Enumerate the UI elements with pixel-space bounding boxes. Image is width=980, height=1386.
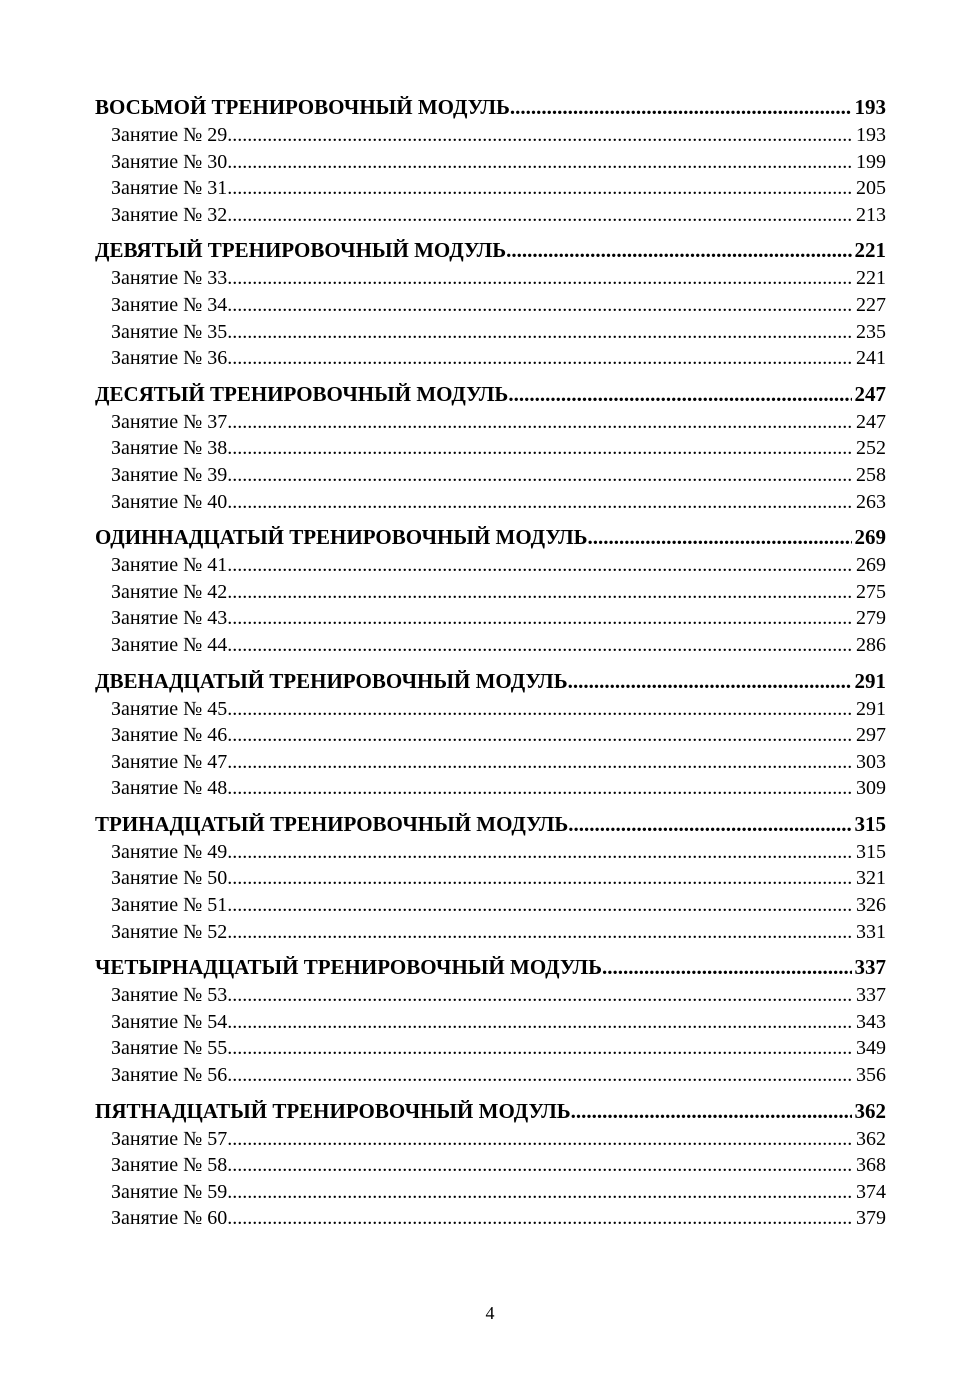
lesson-title: Занятие № 32	[111, 203, 228, 226]
lesson-title: Занятие № 37	[111, 410, 228, 433]
lesson-title: Занятие № 47	[111, 750, 228, 773]
toc-lesson-entry[interactable]	[95, 839, 886, 866]
toc-lesson-entry[interactable]	[95, 122, 886, 149]
toc-module-entry[interactable]	[95, 809, 886, 839]
toc-module	[95, 379, 886, 515]
dot-leader	[568, 666, 852, 696]
toc-module-entry[interactable]	[95, 522, 886, 552]
lesson-page-number: 227	[856, 293, 886, 316]
lesson-page-number: 193	[856, 124, 886, 146]
dot-leader	[508, 379, 851, 409]
dot-leader	[227, 265, 853, 292]
toc-lesson-entry[interactable]	[95, 1126, 886, 1153]
dot-leader	[227, 892, 853, 919]
lesson-page-number: 343	[856, 1010, 886, 1033]
dot-leader	[510, 92, 852, 122]
lesson-page-number: 337	[856, 984, 886, 1007]
toc-lesson-entry[interactable]	[95, 552, 886, 579]
toc-lesson-entry[interactable]	[95, 345, 886, 372]
lesson-page-number: 258	[856, 463, 886, 486]
dot-leader	[506, 235, 851, 265]
module-title: ТРИНАДЦАТЫЙ ТРЕНИРОВОЧНЫЙ МОДУЛЬ	[95, 811, 569, 836]
lesson-title: Занятие № 36	[111, 347, 228, 370]
lesson-page-number: 247	[856, 410, 886, 433]
dot-leader	[227, 552, 853, 579]
lesson-title: Занятие № 35	[111, 320, 228, 343]
lesson-page-number: 379	[856, 1207, 886, 1230]
lesson-title: Занятие № 29	[111, 124, 228, 146]
toc-lesson-entry[interactable]	[95, 632, 886, 659]
lesson-title: Занятие № 34	[111, 293, 228, 316]
lesson-title: Занятие № 52	[111, 920, 228, 943]
lesson-page-number: 315	[856, 840, 886, 863]
dot-leader	[227, 319, 853, 346]
lesson-title: Занятие № 49	[111, 840, 228, 863]
toc-lesson-entry[interactable]	[95, 292, 886, 319]
toc-module	[95, 1096, 886, 1232]
lesson-page-number: 309	[856, 777, 886, 800]
lesson-page-number: 291	[856, 697, 886, 720]
lesson-page-number: 362	[856, 1127, 886, 1150]
toc-lesson-entry[interactable]	[95, 265, 886, 292]
toc-lesson-entry[interactable]	[95, 1009, 886, 1036]
table-of-contents	[95, 92, 886, 1239]
lesson-title: Занятие № 55	[111, 1037, 228, 1060]
toc-lesson-entry[interactable]	[95, 175, 886, 202]
dot-leader	[227, 1152, 853, 1179]
toc-lesson-entry[interactable]	[95, 605, 886, 632]
lesson-page-number: 368	[856, 1154, 886, 1177]
lesson-page-number: 303	[856, 750, 886, 773]
lesson-title: Занятие № 50	[111, 867, 228, 890]
lesson-title: Занятие № 56	[111, 1064, 228, 1087]
toc-module	[95, 809, 886, 945]
lesson-page-number: 326	[856, 894, 886, 917]
dot-leader	[227, 1205, 853, 1232]
toc-lesson-entry[interactable]	[95, 722, 886, 749]
lesson-page-number: 321	[856, 867, 886, 890]
toc-lesson-entry[interactable]	[95, 919, 886, 946]
dot-leader	[227, 462, 853, 489]
toc-lesson-entry[interactable]	[95, 409, 886, 436]
dot-leader	[227, 1126, 853, 1153]
toc-module-entry[interactable]	[95, 92, 886, 122]
toc-module	[95, 235, 886, 371]
dot-leader	[227, 839, 853, 866]
toc-lesson-entry[interactable]	[95, 489, 886, 516]
module-title: ЧЕТЫРНАДЦАТЫЙ ТРЕНИРОВОЧНЫЙ МОДУЛЬ	[95, 955, 602, 980]
module-title: ДЕВЯТЫЙ ТРЕНИРОВОЧНЫЙ МОДУЛЬ	[95, 238, 507, 263]
toc-module-entry[interactable]	[95, 379, 886, 409]
module-page-number: 291	[854, 668, 886, 693]
dot-leader	[227, 1009, 853, 1036]
toc-module	[95, 666, 886, 802]
module-page-number: 247	[854, 381, 886, 406]
lesson-page-number: 297	[856, 724, 886, 747]
dot-leader	[227, 775, 853, 802]
lesson-page-number: 205	[856, 177, 886, 200]
lesson-page-number: 241	[856, 347, 886, 370]
dot-leader	[571, 1096, 852, 1126]
lesson-page-number: 331	[856, 920, 886, 943]
toc-module	[95, 522, 886, 658]
module-title: ВОСЬМОЙ ТРЕНИРОВОЧНЫЙ МОДУЛЬ	[95, 95, 510, 119]
lesson-title: Занятие № 46	[111, 724, 228, 747]
lesson-title: Занятие № 41	[111, 554, 228, 577]
toc-lesson-entry[interactable]	[95, 149, 886, 176]
toc-lesson-entry[interactable]	[95, 1035, 886, 1062]
dot-leader	[568, 809, 851, 839]
lesson-page-number: 279	[856, 607, 886, 630]
lesson-title: Занятие № 54	[111, 1010, 228, 1033]
lesson-page-number: 213	[856, 203, 886, 226]
module-page-number: 315	[854, 811, 886, 836]
toc-lesson-entry[interactable]	[95, 775, 886, 802]
dot-leader	[227, 149, 853, 176]
dot-leader	[227, 605, 853, 632]
lesson-page-number: 275	[856, 580, 886, 603]
dot-leader	[227, 1179, 853, 1206]
toc-lesson-entry[interactable]	[95, 892, 886, 919]
toc-lesson-entry[interactable]	[95, 1205, 886, 1232]
toc-lesson-entry[interactable]	[95, 982, 886, 1009]
dot-leader	[227, 122, 853, 149]
lesson-title: Занятие № 57	[111, 1127, 228, 1150]
lesson-page-number: 252	[856, 437, 886, 460]
dot-leader	[227, 202, 853, 229]
toc-module-entry[interactable]	[95, 1096, 886, 1126]
module-title: ПЯТНАДЦАТЫЙ ТРЕНИРОВОЧНЫЙ МОДУЛЬ	[95, 1098, 571, 1123]
dot-leader	[227, 749, 853, 776]
lesson-page-number: 374	[856, 1180, 886, 1203]
lesson-page-number: 235	[856, 320, 886, 343]
lesson-title: Занятие № 33	[111, 267, 228, 290]
module-title: ДЕСЯТЫЙ ТРЕНИРОВОЧНЫЙ МОДУЛЬ	[95, 381, 509, 406]
lesson-title: Занятие № 59	[111, 1180, 228, 1203]
module-page-number: 337	[854, 955, 886, 980]
dot-leader	[227, 1035, 853, 1062]
toc-lesson-entry[interactable]	[95, 696, 886, 723]
lesson-title: Занятие № 48	[111, 777, 228, 800]
lesson-title: Занятие № 51	[111, 894, 228, 917]
lesson-page-number: 199	[856, 150, 886, 173]
toc-module-entry[interactable]	[95, 666, 886, 696]
dot-leader	[227, 1062, 853, 1089]
lesson-page-number: 286	[856, 633, 886, 656]
lesson-page-number: 221	[856, 267, 886, 290]
toc-lesson-entry[interactable]	[95, 435, 886, 462]
toc-module-entry[interactable]	[95, 235, 886, 265]
toc-lesson-entry[interactable]	[95, 749, 886, 776]
toc-lesson-entry[interactable]	[95, 1062, 886, 1089]
toc-lesson-entry[interactable]	[95, 462, 886, 489]
lesson-title: Занятие № 44	[111, 633, 228, 656]
lesson-title: Занятие № 30	[111, 150, 228, 173]
dot-leader	[227, 292, 853, 319]
dot-leader	[227, 982, 853, 1009]
toc-module	[95, 952, 886, 1088]
module-page-number: 269	[854, 525, 886, 550]
lesson-title: Занятие № 31	[111, 177, 228, 200]
lesson-title: Занятие № 60	[111, 1207, 228, 1230]
dot-leader	[227, 722, 853, 749]
toc-lesson-entry[interactable]	[95, 319, 886, 346]
dot-leader	[227, 345, 853, 372]
lesson-title: Занятие № 45	[111, 697, 228, 720]
toc-module-entry[interactable]	[95, 952, 886, 982]
module-page-number: 221	[854, 238, 886, 263]
lesson-title: Занятие № 58	[111, 1154, 228, 1177]
module-title: ДВЕНАДЦАТЫЙ ТРЕНИРОВОЧНЫЙ МОДУЛЬ	[95, 668, 568, 693]
toc-lesson-entry[interactable]	[95, 1179, 886, 1206]
toc-lesson-entry[interactable]	[95, 579, 886, 606]
lesson-title: Занятие № 53	[111, 984, 228, 1007]
dot-leader	[227, 579, 853, 606]
lesson-page-number: 356	[856, 1064, 886, 1087]
lesson-title: Занятие № 39	[111, 463, 228, 486]
lesson-title: Занятие № 40	[111, 490, 228, 513]
dot-leader	[227, 409, 853, 436]
toc-lesson-entry[interactable]	[95, 865, 886, 892]
dot-leader	[227, 435, 853, 462]
dot-leader	[227, 696, 853, 723]
dot-leader	[227, 489, 853, 516]
toc-lesson-entry[interactable]	[95, 202, 886, 229]
dot-leader	[227, 919, 853, 946]
lesson-title: Занятие № 38	[111, 437, 228, 460]
lesson-page-number: 349	[856, 1037, 886, 1060]
dot-leader	[602, 952, 852, 982]
module-page-number: 193	[854, 95, 886, 119]
lesson-page-number: 269	[856, 554, 886, 577]
dot-leader	[227, 175, 853, 202]
dot-leader	[227, 865, 853, 892]
lesson-title: Занятие № 42	[111, 580, 228, 603]
toc-lesson-entry[interactable]	[95, 1152, 886, 1179]
toc-module	[95, 92, 886, 228]
dot-leader	[588, 522, 852, 552]
page-number: 4	[485, 1303, 495, 1323]
module-title: ОДИННАДЦАТЫЙ ТРЕНИРОВОЧНЫЙ МОДУЛЬ	[95, 525, 588, 550]
module-page-number: 362	[854, 1098, 886, 1123]
dot-leader	[227, 632, 853, 659]
lesson-page-number: 263	[856, 490, 886, 513]
lesson-title: Занятие № 43	[111, 607, 228, 630]
